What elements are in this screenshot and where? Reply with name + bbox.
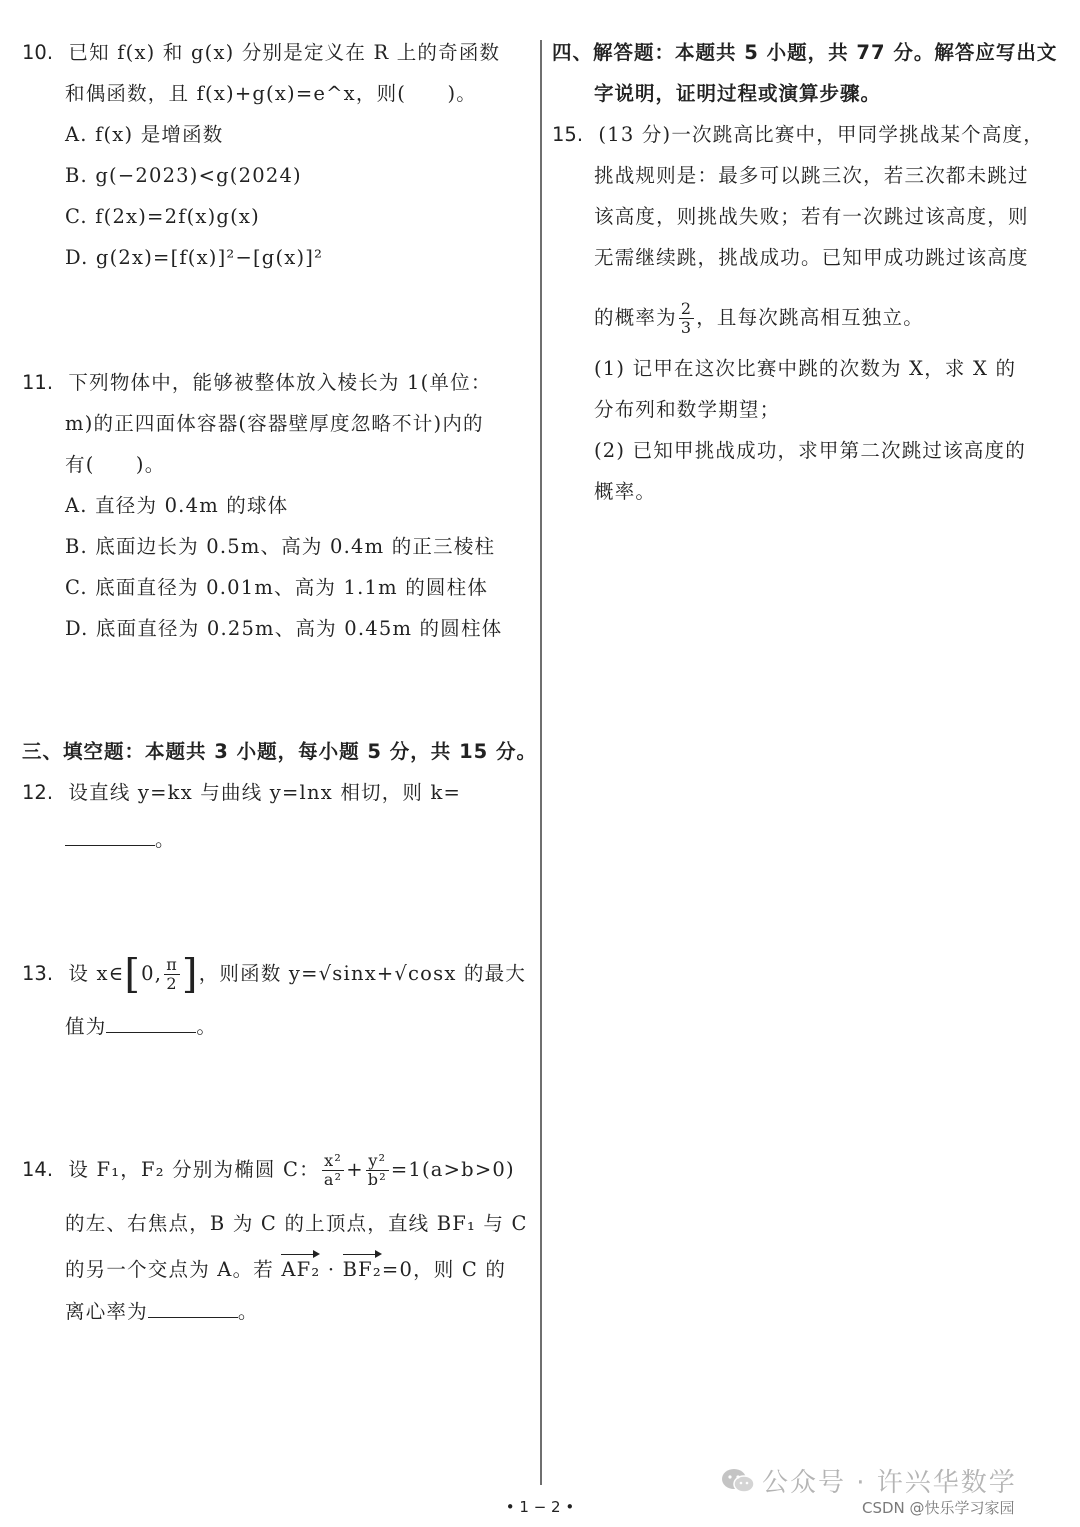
q10-stem-line2: 和偶函数，且 f(x)+g(x)=e^x，则( )。 [65,82,477,105]
q15-part2-line1: (2) 已知甲挑战成功，求甲第二次跳过该高度的 [594,439,1026,462]
q11-number: 11. [22,371,54,394]
q10-stem-line1: 10. 已知 f(x) 和 g(x) 分别是定义在 R 上的奇函数 [22,41,501,64]
q11-option-b: B. 底面边长为 0.5m、高为 0.4m 的正三棱柱 [65,535,496,558]
two-thirds-fraction: $\frac{2}{3}$ [680,299,693,337]
q14-stem-line4: 离心率为 。 [65,1300,259,1323]
q11-stem-line1: 11. 下列物体中，能够被整体放入棱长为 1(单位： [22,371,492,394]
q15-part1-line1: (1) 记甲在这次比赛中跳的次数为 X，求 X 的 [594,357,1017,380]
q14-answer-blank [148,1298,238,1318]
q11-option-c: C. 底面直径为 0.01m、高为 1.1m 的圆柱体 [65,576,489,599]
q13-stem-line1: 13. 设 x∈[0, $\frac{\pi}{2}$ ]，则函数 y=√sinx+√cosx 的最大 [22,951,527,998]
q13-number: 13. [22,962,54,985]
section4-heading-line2: 字说明，证明过程或演算步骤。 [594,82,882,105]
interval-left-bracket: [ [124,951,142,998]
q11-stem-line3: 有( )。 [65,453,166,476]
section3-heading: 三、填空题：本题共 3 小题，每小题 5 分，共 15 分。 [22,740,538,763]
q12-number: 12. [22,781,54,804]
q14-stem-line3: 的另一个交点为 A。若 AF₂ · BF₂=0，则 C 的 [65,1256,506,1284]
q15-line4: 无需继续跳，挑战成功。已知甲成功跳过该高度 [594,246,1029,269]
q15-line5: 的概率为 $\frac{2}{3}$ ，且每次跳高相互独立。 [594,299,924,337]
q13-stem-line2: 值为 。 [65,1015,218,1038]
interval-right-bracket: ] [181,951,199,998]
q11-option-d: D. 底面直径为 0.25m、高为 0.45m 的圆柱体 [65,617,503,640]
q12-answer-line: 。 [65,826,176,854]
q14-stem-line1: 14. 设 F₁，F₂ 分别为椭圆 C： $\frac{\text{x²}}{\text{a²}}$ + $\frac{\text{y²}}{\text{b²}}$ =1(a>b>0) [22,1151,515,1189]
vector-bf2: BF₂ [343,1256,382,1284]
q14-stem-line2: 的左、右焦点，B 为 C 的上顶点，直线 BF₁ 与 C [65,1212,528,1235]
vector-af2: AF₂ [281,1256,320,1284]
column-divider [540,40,542,1485]
q10-option-d: D. g(2x)=[f(x)]²−[g(x)]² [65,246,324,269]
y2-over-b2-fraction: $\frac{\text{y²}}{\text{b²}}$ [367,1151,387,1189]
q15-number: 15. [552,123,584,146]
q15-part1-line2: 分布列和数学期望； [594,398,781,421]
q12-stem: 12. 设直线 y=kx 与曲线 y=lnx 相切，则 k= [22,781,462,804]
q10-option-c: C. f(2x)=2f(x)g(x) [65,205,260,228]
q10-number: 10. [22,41,54,64]
csdn-credit: CSDN @快乐学习家园 [862,1499,1015,1517]
wechat-icon [720,1467,756,1495]
page-number: • 1 − 2 • [505,1498,575,1516]
pi-over-2-fraction: $\frac{\pi}{2}$ [166,955,178,993]
q15-part2-line2: 概率。 [594,480,657,503]
q11-option-a: A. 直径为 0.4m 的球体 [65,494,289,517]
section4-heading-line1: 四、解答题：本题共 5 小题，共 77 分。解答应写出文 [552,41,1058,64]
q15-line3: 该高度，则挑战失败；若有一次跳过该高度，则 [594,205,1029,228]
q15-line2: 挑战规则是：最多可以跳三次，若三次都未跳过 [594,164,1029,187]
q12-answer-blank [65,826,155,846]
q13-answer-blank [106,1013,196,1033]
wechat-watermark: 公众号 · 许兴华数学 [720,1462,1017,1499]
q15-line1: 15. (13 分)一次跳高比赛中，甲同学挑战某个高度， [552,123,1044,146]
q10-option-b: B. g(−2023)<g(2024) [65,164,302,187]
q11-stem-line2: m)的正四面体容器(容器壁厚度忽略不计)内的 [65,412,484,435]
x2-over-a2-fraction: $\frac{\text{x²}}{\text{a²}}$ [323,1151,343,1189]
q14-number: 14. [22,1158,54,1181]
q10-option-a: A. f(x) 是增函数 [65,123,224,146]
